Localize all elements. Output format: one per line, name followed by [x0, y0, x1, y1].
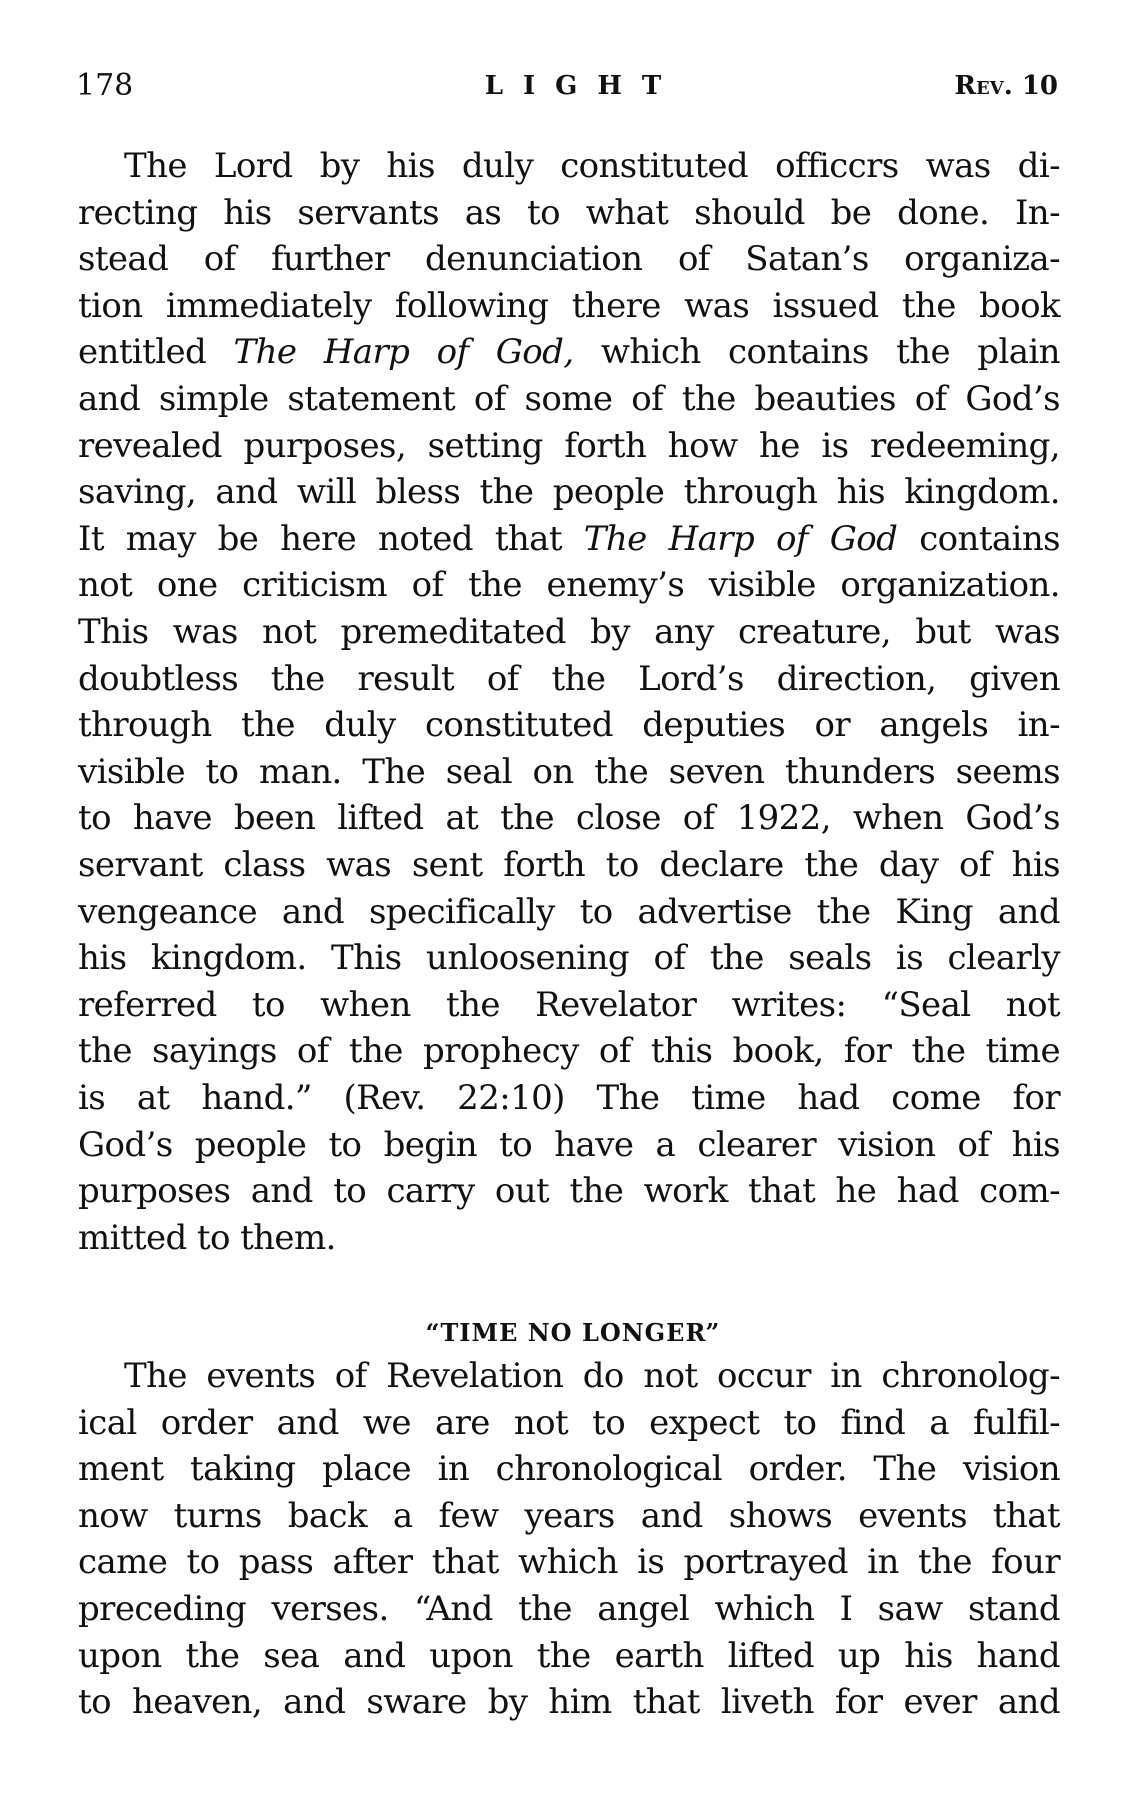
text-line: his kingdom. This unloosening of the seals is clearly [78, 938, 1060, 979]
text-line: now turns back a few years and shows events that [78, 1495, 1060, 1536]
text-line: mitted to them. [78, 1217, 336, 1258]
text-line: revealed purposes, setting forth how he is redeeming, [78, 425, 1060, 466]
text-segment: which contains the plain [573, 332, 1060, 373]
text-line: upon the sea and upon the earth lifted up his hand [78, 1635, 1060, 1676]
text-line: and simple statement of some of the beauties of God’s [78, 379, 1060, 419]
text-line: doubtless the result of the Lord’s direction, given [78, 658, 1060, 699]
text-line: God’s people to begin to have a clearer vision of his [78, 1124, 1060, 1165]
text-line: vengeance and specifically to advertise the King and [78, 891, 1060, 932]
text-line: referred to when the Revelator writes: “Seal not [78, 984, 1060, 1025]
text-line: The Lord by his duly constituted officcrs was di- [124, 146, 1060, 186]
text-line: came to pass after that which is portrayed in the four [78, 1542, 1060, 1583]
text-line: ment taking place in chronological order. The vision [78, 1449, 1060, 1490]
text-line: to have been lifted at the close of 1922, when God’s [78, 798, 1060, 839]
text-line: recting his servants as to what should be done. In- [78, 192, 1060, 233]
text-line: is at hand.” (Rev. 22:10) The time had come for [78, 1078, 1060, 1118]
text-line: ical order and we are not to expect to find a fulfil- [78, 1402, 1060, 1443]
text-line: visible to man. The seal on the seven thunders seems [78, 751, 1060, 792]
book-title: The Harp of God [583, 518, 898, 559]
text-line: This was not premeditated by any creature, but was [78, 612, 1060, 652]
text-segment: It may be here noted that [78, 518, 584, 559]
book-title: The Harp of God, [233, 332, 574, 373]
text-line: servant class was sent forth to declare the day of his [78, 845, 1060, 885]
page-number: 178 [76, 68, 134, 103]
running-title: LIGHT [484, 71, 682, 101]
section-heading: “TIME NO LONGER” [425, 1318, 721, 1347]
text-line: the sayings of the prophecy of this book, for the time [78, 1031, 1060, 1072]
text-line [78, 516, 1060, 562]
text-line: The events of Revelation do not occur in chronolog- [124, 1356, 1060, 1396]
text-line: to heaven, and sware by him that liveth for ever and [78, 1682, 1060, 1723]
text-segment: entitled [78, 332, 234, 373]
text-line: not one criticism of the enemy’s visible organization. [78, 565, 1060, 606]
text-line [78, 329, 1060, 375]
section-reference: Rev. 10 [954, 71, 1058, 101]
text-line: purposes and to carry out the work that he had com- [78, 1171, 1060, 1212]
text-line: preceding verses. “And the angel which I saw stand [78, 1589, 1060, 1629]
text-line: saving, and will bless the people through his kingdom. [78, 472, 1060, 513]
text-segment: contains [897, 518, 1060, 559]
text-line: tion immediately following there was issued the book [78, 285, 1060, 326]
text-line: through the duly constituted deputies or angels in- [78, 705, 1060, 746]
text-line: stead of further denunciation of Satan’s organiza- [78, 239, 1060, 280]
